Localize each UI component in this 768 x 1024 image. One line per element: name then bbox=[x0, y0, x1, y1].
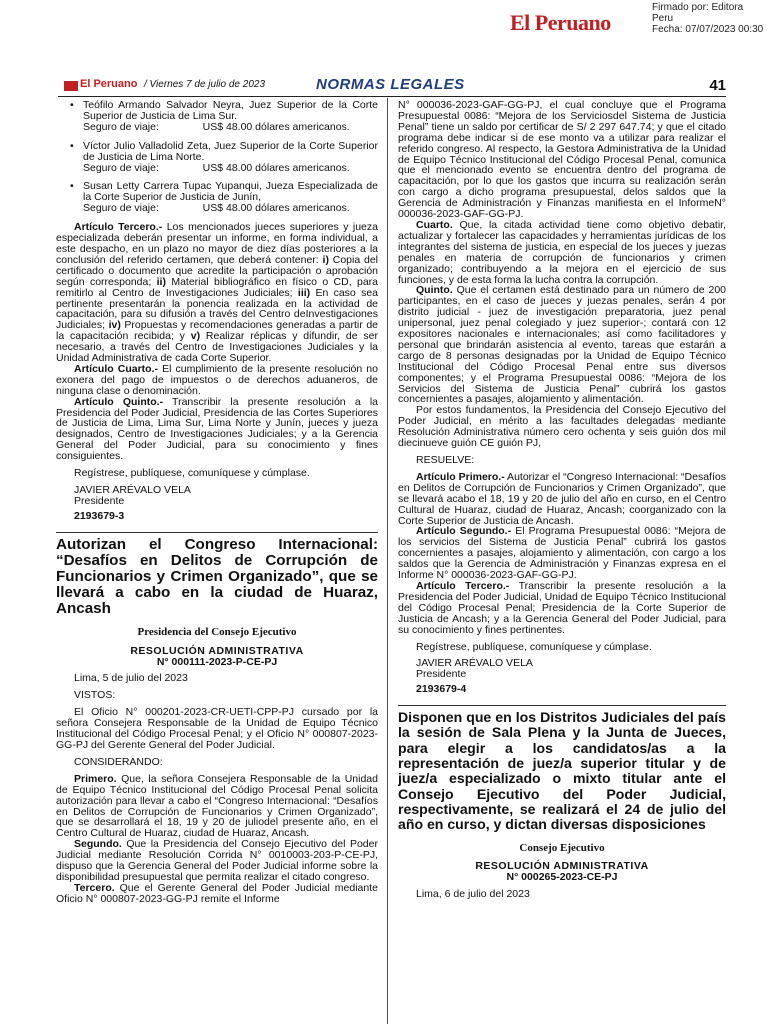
list-item bbox=[56, 141, 378, 174]
body-paragraph: N° 000036-2023-GAF-GG-PJ, el cual concluye que el Programa Presupuestal 0086: “Mejora de los Serviciosdel Sistema de Justicia Penal” tiene un saldo por certificar de S/ 2 297 647.74; y que el citado programa debe indicar si de ese monto va a utilizar para realizar el referido congreso. Al respecto, la Gestora Administrativa de la Unidad de Equipo Técnico Institucional del Código Procesal Penal, comunica que el mencionado evento se encuentra dentro del programa de capacitación, por lo que los gastos que incurra su realización serán con cargo a dicho programa presupuestal, delos saldos que la Gerencia de Administración y Finanzas manifiesta en el InformeN° 000036-2023-GAF-GG-PJ. bbox=[398, 100, 726, 221]
signature-line: Firmado por: Editora bbox=[652, 2, 744, 13]
article-label: Artículo Segundo.- bbox=[416, 525, 512, 538]
bullet-insurance: Seguro de viaje: US$ 48.00 dólares americanos. bbox=[83, 120, 350, 133]
bullet-name: • Víctor Julio Valladolid Zeta, Juez Superior de la Corte Superior de Justicia de Lima Norte. bbox=[83, 139, 378, 163]
article-label: Artículo Tercero.- bbox=[416, 579, 510, 592]
article-text: Propuestas y recomendaciones generadas a partir de la capacitación recibida; y bbox=[56, 319, 378, 343]
brand-logo: El Peruano bbox=[510, 10, 611, 35]
clause-text: Que el Gerente General del Poder Judicial mediante Oficio N° 000807-2023-GG-PJ remite el Informe bbox=[56, 881, 378, 905]
clause-label: Segundo. bbox=[74, 838, 122, 851]
issuing-institution: Consejo Ejecutivo bbox=[519, 841, 605, 854]
resolution-headline: Disponen que en los Distritos Judiciales del país la sesión de Sala Plena y la Junta de Jueces, para elegir a los candidatos/as a la representación de juez/a superior titular y de juez/a especializado o mixto titular ante el Consejo Ejecutivo del Poder Judicial, respectivamente, se realizará el 24 de julio del año en curso, y dictan diversas disposiciones bbox=[398, 705, 726, 832]
signer-role: Presidente bbox=[416, 668, 467, 681]
signer-name: JAVIER ARÉVALO VELA bbox=[416, 657, 533, 670]
place-date: Lima, 6 de julio del 2023 bbox=[416, 888, 530, 901]
column-divider bbox=[387, 98, 388, 1024]
article-label: Artículo Quinto.- bbox=[74, 395, 164, 408]
enum-label: v) bbox=[190, 330, 201, 343]
document-code: 2193679-4 bbox=[416, 683, 467, 696]
article-text: Transcribir la presente resolución a la Presidencia del Poder Judicial, Unidad de Equipo Técnico Institucional del Código Procesal Penal; Presidencia de la Corte Superior de Justicia de Ancash; y a la Gerencia General del Poder Judicial, para su conocimiento y fines pertinentes. bbox=[398, 579, 726, 636]
article-label: Artículo Primero.- bbox=[416, 470, 505, 483]
resolution-headline: Autorizan el Congreso Internacional: “Desafíos en Delitos de Corrupción de Funcionarios y Crimen Organizado”, que se llevará a cabo en la ciudad de Huaraz, Ancash bbox=[56, 532, 378, 617]
page-number: 41 bbox=[709, 77, 726, 94]
section-heading: RESUELVE: bbox=[416, 454, 475, 466]
signature-line: Peru bbox=[652, 13, 674, 24]
article-text: Autorizar el “Congreso Internacional: “Desafíos en Delitos de Corrupción de Funcionarios y Crimen Organizado”, que se llevará acabo el 18, 19 y 20 de julio del año en curso, en el Centro Cultural de Huaraz, ciudad de Huaraz, Ancash; coorganizado con la Corte Superior de Justicia de Ancash. bbox=[398, 470, 726, 527]
enum-label: iii) bbox=[297, 286, 311, 299]
resolution-number: N° 000265-2023-CE-PJ bbox=[506, 871, 618, 884]
bullet-name: • Teófilo Armando Salvador Neyra, Juez Superior de la Corte Superior de Justicia de Lima Sur. bbox=[83, 100, 378, 122]
body-paragraph: El Oficio N° 000201-2023-CR-UETI-CPP-PJ cursado por la señora Consejera Responsable de la Unidad de Equipo Técnico Institucional del Código Procesal Penal; y el Oficio N° 000807-2023-GG-PJ del Gerente General del Poder Judicial. bbox=[56, 706, 378, 751]
closing-formula: Regístrese, publíquese, comuníquese y cúmplase. bbox=[416, 640, 652, 653]
list-item bbox=[56, 181, 378, 214]
resolution-title: RESOLUCIÓN ADMINISTRATIVA bbox=[475, 860, 649, 873]
enum-label: iv) bbox=[108, 319, 121, 332]
closing-formula: Regístrese, publíquese, comuníquese y cúmplase. bbox=[74, 467, 310, 480]
section-heading: CONSIDERANDO: bbox=[74, 755, 163, 768]
enum-label: i) bbox=[322, 253, 329, 266]
column-right bbox=[398, 100, 726, 1024]
clause-label: Primero. bbox=[74, 772, 117, 785]
signature-line: Fecha: 07/07/2023 00:30 bbox=[652, 24, 764, 35]
header-date: / Viernes 7 de julio de 2023 bbox=[144, 79, 266, 90]
considering-paragraph bbox=[56, 774, 378, 839]
article-text: En caso sea pertinente presentarán la ponencia realizada en la actividad de capacitación, para su difusión a través del Centro deInvestigaciones Judiciales; bbox=[56, 286, 378, 332]
issuing-institution: Presidencia del Consejo Ejecutivo bbox=[137, 625, 297, 638]
article-paragraph bbox=[398, 472, 726, 527]
considering-paragraph bbox=[56, 839, 378, 883]
article-text: Realizar réplicas y difundir, de ser necesario, a través del Centro de Investigaciones Judiciales y la Unidad Administrativa de cada Corte Superior. bbox=[56, 330, 378, 365]
bullet-insurance: Seguro de viaje: US$ 48.00 dólares americanos. bbox=[83, 161, 350, 174]
clause-label: Cuarto. bbox=[416, 218, 453, 231]
clause-text: Que la Presidencia del Consejo Ejecutivo del Poder Judicial mediante Resolución Corrida N° 0010003-203-P-CE-PJ, dispuso que la Gerencia General del Poder Judicial informe sobre la disponibilidad presupuestal que permita realizar el citado congreso. bbox=[56, 838, 378, 883]
place-date: Lima, 5 de julio del 2023 bbox=[74, 672, 188, 685]
article-paragraph bbox=[56, 364, 378, 397]
bullet-insurance: Seguro de viaje: US$ 48.00 dólares americanos. bbox=[83, 202, 350, 215]
header-logo: El Peruano bbox=[80, 78, 138, 90]
clause-label: Tercero. bbox=[74, 881, 115, 894]
document-code: 2193679-3 bbox=[74, 509, 125, 522]
article-text: El cumplimiento de la presente resolución no exonera del pago de impuestos o de derechos aduaneros, de ninguna clase o denominación. bbox=[56, 362, 378, 397]
article-label: Artículo Cuarto.- bbox=[74, 362, 158, 375]
article-label: Artículo Tercero.- bbox=[74, 221, 163, 234]
flag-icon bbox=[64, 81, 78, 91]
article-text: Transcribir la presente resolución a la Presidencia del Poder Judicial, Presidencia de las Cortes Superiores de Justicia de Lima, Lima Sur, Lima Norte y Junín, jueces y jueza designados, Centro de Investigaciones Judiciales; y a la Gerencia General del Poder Judicial, para su conocimiento y fines consiguientes. bbox=[56, 395, 378, 463]
article-text: El Programa Presupuestal 0086: “Mejora de los servicios del Sistema de Justicia Penal” cubrirá los gastos concernientes a pasajes, alojamiento y alimentación, con cargo a los saldos que la Gerencia de Administración y Finanzas expresa en el Informe N° 000036-2023-GAF-GG-PJ. bbox=[398, 525, 726, 582]
enum-label: ii) bbox=[156, 275, 166, 288]
clause-text: Que el certamen está destinado para un número de 200 participantes, en el caso de jueces y juezas penales, serán 4 por distrito judicial - juez de investigación preparatoria, juez penal unipersonal, juez penal colegiado y juez superior-; contará con 12 expositores nacionales e internacionales; así como facilitadores y personal que brindarán asistencia al evento, tareas que estarán a cargo de 8 personas designadas por la Unidad de Equipo Técnico Institucional del Código Procesal Penal entre sus diversos componentes; y el Programa Presupuestal 0086: “Mejora de los Servicios del Sistema de Justicia Penal” cubrirá los gastos concernientes a pasajes, alojamiento y alimentación. bbox=[398, 284, 726, 406]
page-header bbox=[58, 78, 726, 97]
bullet-name: • Susan Letty Carrera Tupac Yupanqui, Jueza Especializada de la Corte Superior de Justicia de Junín, bbox=[83, 180, 378, 204]
clause-text: Que, la citada actividad tiene como objetivo debatir, actualizar y fortalecer las capacidades y herramientas jurídicas de los integrantes del sistema de justicia, en especial de los jueces y juezas penales en materia de corrupción de funcionarios y crimen organizado; contribuyendo a la mejora en el ejercicio de sus funciones, y de esta forma la lucha contra la corrupción. bbox=[398, 218, 726, 286]
resolution-title: RESOLUCIÓN ADMINISTRATIVA bbox=[130, 644, 304, 657]
resolution-number: N° 000111-2023-P-CE-PJ bbox=[156, 655, 278, 668]
clause-text: Que, la señora Consejera Responsable de la Unidad de Equipo Técnico Institucional del Código Procesal Penal solicita autorización para llevar a cabo el “Congreso Internacional: “Desafíos en Delitos de Corrupción de Funcionarios y Crimen Organizado”, que se desarrollará el 18, 19 y 20 de juliodel presente año, en el Centro Cultural de Huaraz, ciudad de Huaraz, Ancash. bbox=[56, 772, 378, 840]
article-text: Copia del certificado o documento que acredite la participación o aprobación según corresponda; bbox=[56, 253, 378, 288]
body-paragraph: Por estos fundamentos, la Presidencia del Consejo Ejecutivo del Poder Judicial, en mérito a las facultades delegadas mediante Resolución Administrativa número cero ochenta y seis guión dos mil diecinueve guión CE guión PJ, bbox=[398, 404, 726, 450]
column-left bbox=[56, 100, 378, 1024]
article-text: Los mencionados jueces superiores y jueza especializada deberán presentar un informe, en forma individual, a este despacho, en un plazo no mayor de diez días posteriores a la conclusión del referido certamen, que deberá contener: bbox=[56, 221, 378, 266]
article-paragraph bbox=[56, 222, 378, 364]
list-item bbox=[56, 100, 378, 133]
article-paragraph bbox=[398, 581, 726, 636]
digital-signature bbox=[652, 2, 763, 35]
clause-label: Quinto. bbox=[416, 284, 453, 297]
considering-paragraph bbox=[56, 883, 378, 905]
section-heading: VISTOS: bbox=[74, 689, 116, 702]
considering-paragraph bbox=[398, 285, 726, 405]
signer-name: JAVIER ARÉVALO VELA bbox=[74, 484, 191, 496]
article-paragraph bbox=[398, 526, 726, 581]
signer-role: Presidente bbox=[74, 494, 125, 507]
considering-paragraph bbox=[398, 220, 726, 285]
section-title: NORMAS LEGALES bbox=[316, 76, 465, 93]
article-text: Material bibliográfico en físico o CD, para remitirlo al Centro de Investigaciones Judiciales; bbox=[56, 275, 378, 299]
article-paragraph bbox=[56, 397, 378, 462]
